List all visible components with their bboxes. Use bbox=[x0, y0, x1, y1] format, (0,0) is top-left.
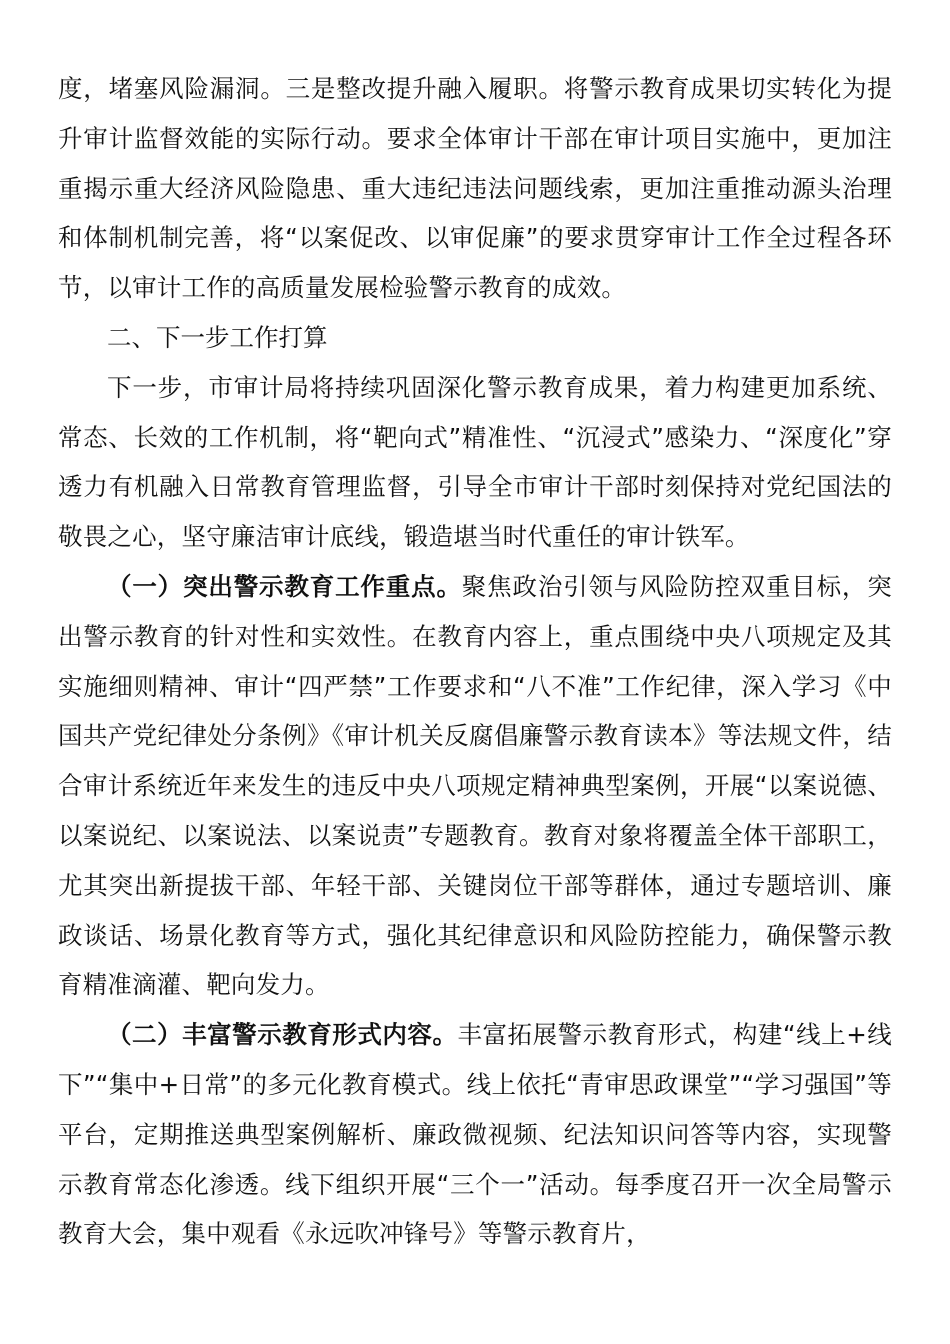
subheading-lead: （二）丰富警示教育形式内容。 bbox=[107, 1020, 458, 1050]
paragraph-enrich-forms bbox=[58, 1010, 892, 1259]
paragraph-text: 度，堵塞风险漏洞。三是整改提升融入履职。将警示教育成果切实转化为提升审计监督效能的实际行动。要求全体审计干部在审计项目实施中，更加注重揭示重大经济风险隐患、重大违纪违法问题线索，更加注重推动源头治理和体制机制完善，将“以案促改、以审促廉”的要求贯穿审计工作全过程各环节，以审计工作的高质量发展检验警示教育的成效。 bbox=[58, 74, 892, 303]
paragraph-next-step-intro bbox=[58, 363, 892, 562]
heading-text: 二、下一步工作打算 bbox=[107, 322, 328, 352]
subheading-lead: （一）突出警示教育工作重点。 bbox=[107, 571, 462, 601]
paragraph-rectification bbox=[58, 64, 892, 313]
paragraph-text: 下一步，市审计局将持续巩固深化警示教育成果，着力构建更加系统、常态、长效的工作机制，将“靶向式”精准性、“沉浸式”感染力、“深度化”穿透力有机融入日常教育管理监督，引导全市审计干部时刻保持对党纪国法的敬畏之心，坚守廉洁审计底线，锻造堪当时代重任的审计铁军。 bbox=[58, 372, 892, 552]
paragraph-focus-key-points bbox=[58, 562, 892, 1010]
paragraph-text: 聚焦政治引领与风险防控双重目标，突出警示教育的针对性和实效性。在教育内容上，重点围绕中央八项规定及其实施细则精神、审计“四严禁”工作要求和“八不准”工作纪律，深入学习《中国共产党纪律处分条例》《审计机关反腐倡廉警示教育读本》等法规文件，结合审计系统近年来发生的违反中央八项规定精神典型案例，开展“以案说德、以案说纪、以案说法、以案说责”专题教育。教育对象将覆盖全体干部职工，尤其突出新提拔干部、年轻干部、关键岗位干部等群体，通过专题培训、廉政谈话、场景化教育等方式，强化其纪律意识和风险防控能力，确保警示教育精准滴灌、靶向发力。 bbox=[58, 571, 892, 1000]
paragraph-text: 丰富拓展警示教育形式，构建“线上+线下”“集中+日常”的多元化教育模式。线上依托“青审思政课堂”“学习强国”等平台，定期推送典型案例解析、廉政微视频、纪法知识问答等内容，实现警示教育常态化渗透。线下组织开展“三个一”活动。每季度召开一次全局警示教育大会，集中观看《永远吹冲锋号》等警示教育片， bbox=[58, 1020, 892, 1249]
section-heading-next-steps bbox=[58, 313, 892, 363]
document-body bbox=[58, 64, 892, 1259]
